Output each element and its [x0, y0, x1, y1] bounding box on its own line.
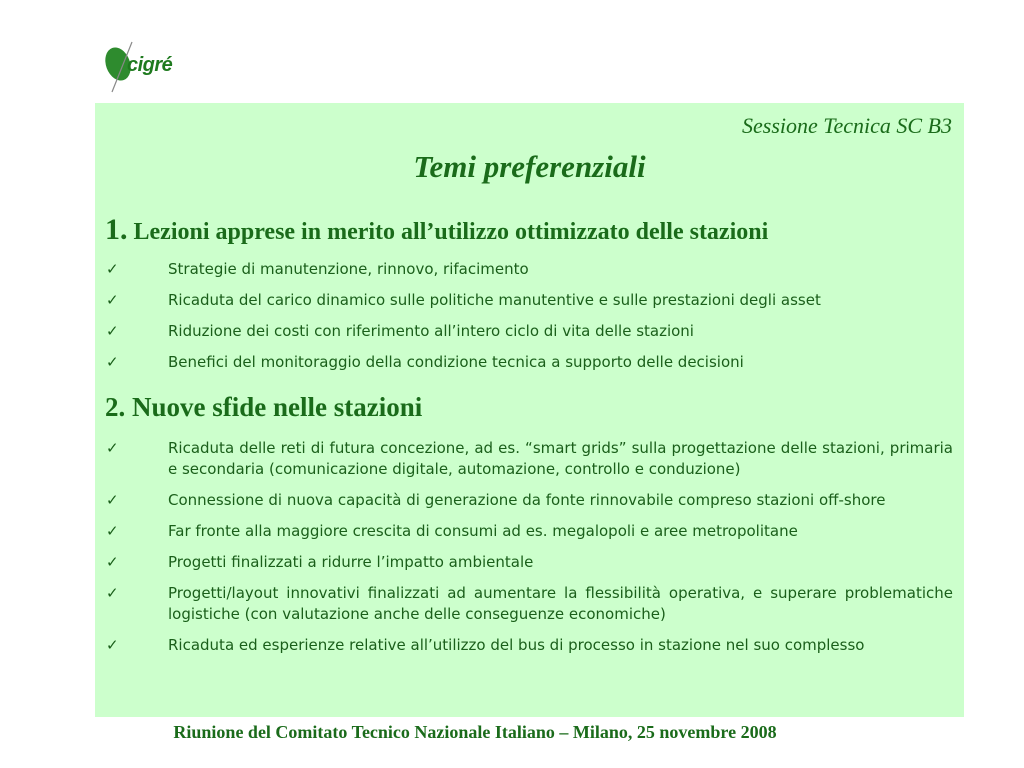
section-1-list	[95, 259, 964, 383]
list-item: ✓ Progetti finalizzati a ridurre l’impatto ambientale	[106, 553, 534, 571]
check-icon: ✓	[106, 322, 119, 340]
check-icon: ✓	[106, 260, 119, 278]
section-2-heading: 2. Nuove sfide nelle stazioni	[105, 392, 423, 422]
check-icon: ✓	[106, 439, 119, 457]
session-label: Sessione Tecnica SC B3	[742, 113, 952, 138]
list-item: ✓ Far fronte alla maggiore crescita di consumi ad es. megalopoli e aree metropolitane	[106, 522, 798, 540]
list-item: ✓ Progetti/layout innovativi finalizzati ad aumentare la flessibilità operativa, e superare problematiche logistiche (con valutazione anche delle conseguenze economiche)	[106, 584, 953, 623]
list-item: ✓ Strategie di manutenzione, rinnovo, rifacimento	[106, 260, 529, 278]
list-item: ✓ Ricaduta del carico dinamico sulle politiche manutentive e sulle prestazioni degli asset	[106, 291, 821, 309]
check-icon: ✓	[106, 291, 119, 309]
section-1-heading	[105, 213, 768, 247]
list-item: ✓ Riduzione dei costi con riferimento all’intero ciclo di vita delle stazioni	[106, 322, 694, 340]
check-icon: ✓	[106, 584, 119, 602]
list-item: ✓ Ricaduta ed esperienze relative all’utilizzo del bus di processo in stazione nel suo complesso	[106, 636, 865, 654]
logo-text: cigré	[127, 54, 173, 76]
check-icon: ✓	[106, 553, 119, 571]
list-item: ✓ Ricaduta delle reti di futura concezione, ad es. “smart grids” sulla progettazione delle stazioni, primaria e secondaria (comunicazione digitale, automazione, controllo e conduzione)	[106, 439, 953, 478]
section-1-heading-text: Lezioni apprese in merito all’utilizzo ottimizzato delle stazioni	[127, 219, 769, 245]
check-icon: ✓	[106, 353, 119, 371]
check-icon: ✓	[106, 522, 119, 540]
list-item: ✓ Benefici del monitoraggio della condizione tecnica a supporto delle decisioni	[106, 353, 744, 371]
check-icon: ✓	[106, 636, 119, 654]
footer: Riunione del Comitato Tecnico Nazionale Italiano – Milano, 25 novembre 2008	[173, 722, 777, 742]
page-title: Temi preferenziali	[413, 149, 646, 184]
check-icon: ✓	[106, 491, 119, 509]
section-2-list	[95, 438, 964, 666]
section-1-number: 1.	[105, 213, 128, 246]
content-panel	[95, 103, 964, 717]
cigre-logo	[100, 40, 180, 96]
list-item: ✓ Connessione di nuova capacità di generazione da fonte rinnovabile compreso stazioni off-shore	[106, 491, 886, 509]
